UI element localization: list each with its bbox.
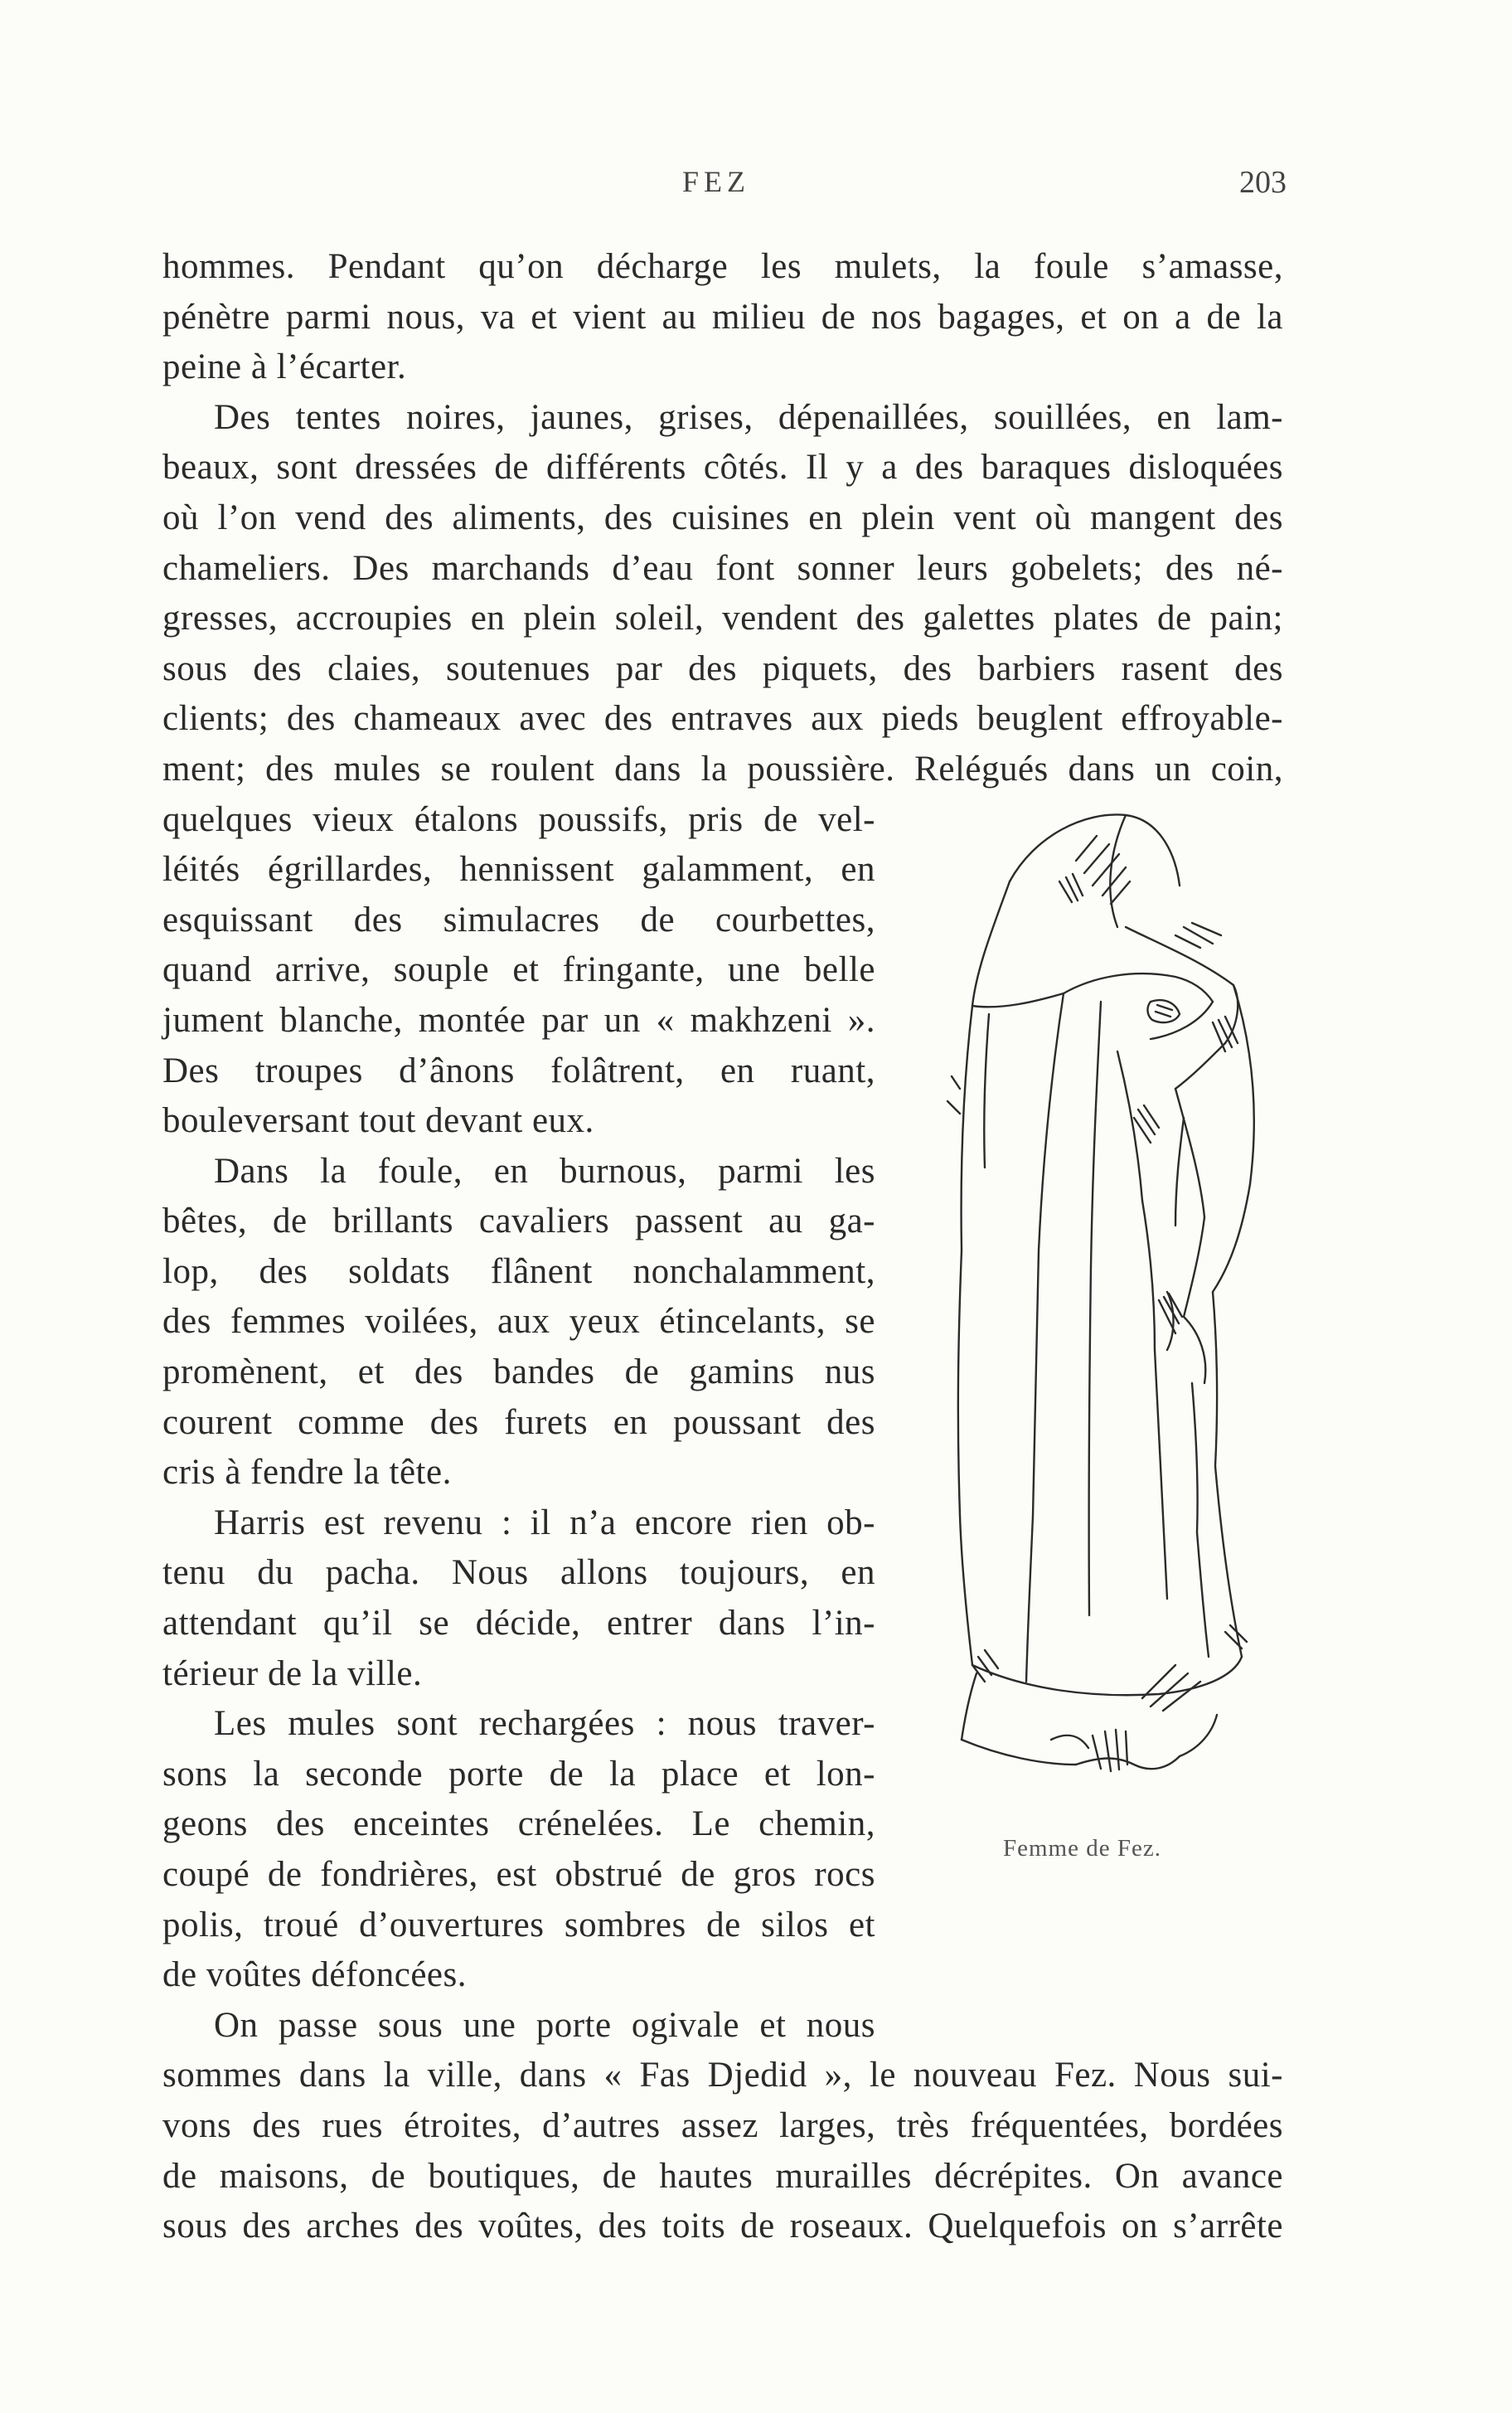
text-line: vons des rues étroites, d’autres assez larges, très fréquentées, bordées xyxy=(162,2105,1283,2145)
text-line: léités égrillardes, hennissent galamment, en xyxy=(162,850,875,890)
text-line: jument blanche, montée par un « makhzeni ». xyxy=(162,1000,875,1040)
text-line: Harris est revenu : il n’a encore rien ob- xyxy=(214,1503,875,1542)
text-line: tenu du pacha. Nous allons toujours, en xyxy=(162,1553,875,1593)
text-line: attendant qu’il se décide, entrer dans l’in- xyxy=(162,1604,875,1643)
text-line: peine à l’écarter. xyxy=(162,347,407,387)
text-line: quand arrive, souple et fringante, une belle xyxy=(162,950,875,990)
text-line: quelques vieux étalons poussifs, pris de vel- xyxy=(162,799,875,839)
text-line: sous des claies, soutenues par des piquets, des barbiers rasent des xyxy=(162,648,1283,688)
text-line: pénètre parmi nous, va et vient au milieu de nos bagages, et on a de la xyxy=(162,297,1283,337)
text-line: esquissant des simulacres de courbettes, xyxy=(162,900,875,939)
text-line: polis, troué d’ouvertures sombres de silos et xyxy=(162,1905,875,1944)
text-line: Des tentes noires, jaunes, grises, dépenaillées, souillées, en lam- xyxy=(214,397,1283,437)
text-line: où l’on vend des aliments, des cuisines en plein vent où mangent des xyxy=(162,498,1283,537)
text-line: sons la seconde porte de la place et lon- xyxy=(162,1754,875,1794)
text-line: chameliers. Des marchands d’eau font sonner leurs gobelets; des né- xyxy=(162,548,1283,588)
text-line: promènent, et des bandes de gamins nus xyxy=(162,1352,875,1392)
text-line: des femmes voilées, aux yeux étincelants, se xyxy=(162,1302,875,1342)
page-number: 203 xyxy=(1239,165,1287,200)
text-line: sous des arches des voûtes, des toits de roseaux. Quelquefois on s’arrête xyxy=(162,2207,1283,2246)
text-line: On passe sous une porte ogivale et nous xyxy=(214,2005,875,2045)
text-line: sommes dans la ville, dans « Fas Djedid », le nouveau Fez. Nous sui- xyxy=(162,2056,1283,2095)
text-line: gresses, accroupies en plein soleil, vendent des galettes plates de pain; xyxy=(162,599,1283,638)
running-head: FEZ xyxy=(682,165,751,198)
text-line: geons des enceintes crénelées. Le chemin, xyxy=(162,1804,875,1844)
text-line: Dans la foule, en burnous, parmi les xyxy=(214,1151,875,1191)
text-line: cris à fendre la tête. xyxy=(162,1453,452,1493)
text-line: hommes. Pendant qu’on décharge les mulets, la foule s’amasse, xyxy=(162,247,1283,286)
text-line: lop, des soldats flânent nonchalamment, xyxy=(162,1251,875,1291)
text-line: courent comme des furets en poussant des xyxy=(162,1402,875,1442)
text-line: bouleversant tout devant eux. xyxy=(162,1101,594,1141)
text-line: beaux, sont dressées de différents côtés. Il y a des baraques disloquées xyxy=(162,448,1283,488)
text-line: térieur de la ville. xyxy=(162,1653,423,1693)
text-line: Des troupes d’ânons folâtrent, en ruant, xyxy=(162,1051,875,1090)
text-line: bêtes, de brillants cavaliers passent au ga- xyxy=(162,1202,875,1241)
woman-figure-illustration xyxy=(927,803,1292,1806)
text-line: de maisons, de boutiques, de hautes murailles décrépites. On avance xyxy=(162,2156,1283,2196)
text-line: ment; des mules se roulent dans la poussière. Relégués dans un coin, xyxy=(162,749,1283,789)
text-line: Les mules sont rechargées : nous traver- xyxy=(214,1704,875,1744)
figure-caption: Femme de Fez. xyxy=(1003,1835,1161,1862)
text-line: clients; des chameaux avec des entraves aux pieds beuglent effroyable- xyxy=(162,699,1283,739)
text-line: de voûtes défoncées. xyxy=(162,1955,467,1995)
text-line: coupé de fondrières, est obstrué de gros rocs xyxy=(162,1855,875,1894)
